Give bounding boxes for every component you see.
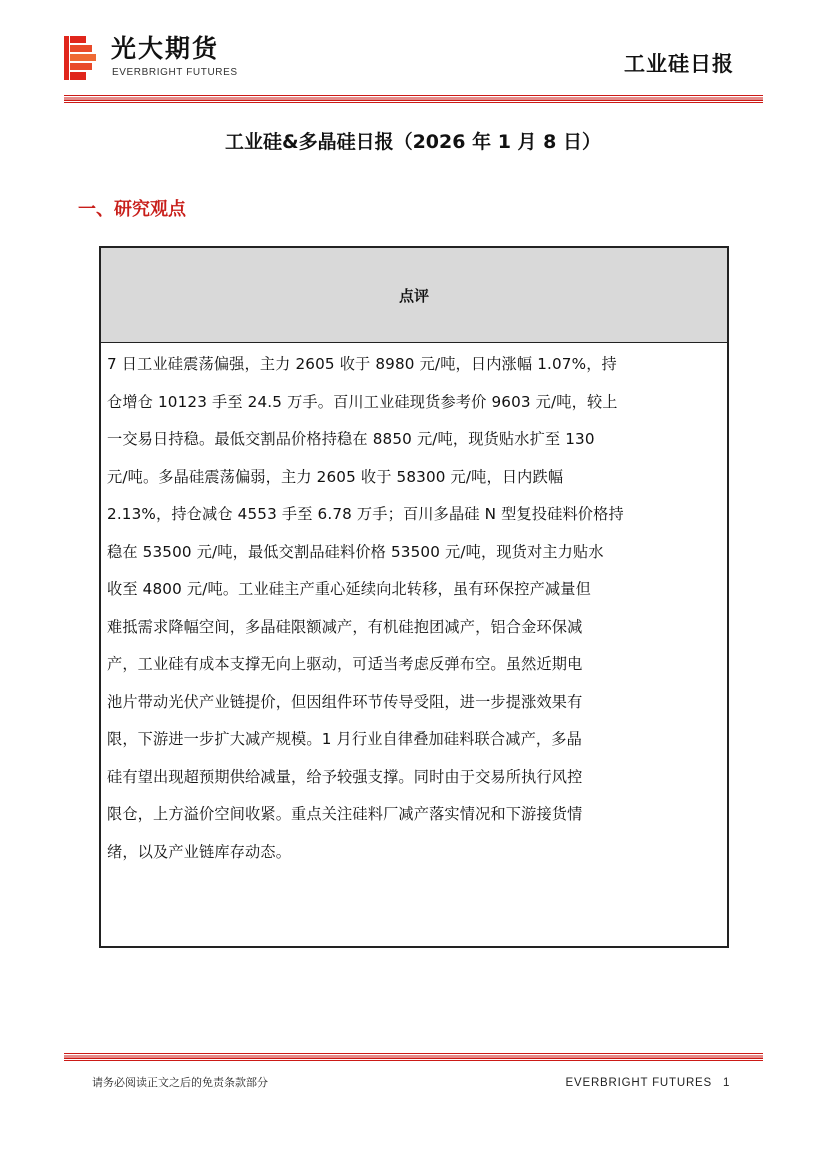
footer-divider (64, 1053, 763, 1062)
comment-line: 限，下游进一步扩大减产规模。1 月行业自律叠加硅料联合减产，多晶 (107, 730, 582, 748)
page-number: 1 (723, 1077, 730, 1089)
comment-table (99, 246, 729, 948)
comment-line: 池片带动光伏产业链提价，但因组件环节传导受阻，进一步提涨效果有 (107, 692, 583, 711)
comment-line: 难抵需求降幅空间，多晶硅限额减产，有机硅抱团减产，铝合金环保减 (107, 617, 583, 636)
header-divider (64, 95, 763, 104)
comment-line: 稳在 53500 元/吨，最低交割品硅料价格 53500 元/吨，现货对主力贴水 (107, 542, 604, 561)
comment-line: 2.13%，持仓减仓 4553 手至 6.78 万手；百川多晶硅 N 型复投硅料价格持 (107, 505, 624, 523)
comment-table-body (101, 346, 727, 871)
section-heading: 一、研究观点 (78, 199, 186, 220)
brand-name-cn: 光大期货 (111, 34, 220, 63)
report-name: 工业硅日报 (624, 52, 734, 76)
comment-line: 仓增仓 10123 手至 24.5 万手。百川工业硅现货参考价 9603 元/吨，较上 (107, 392, 618, 411)
document-title: 工业硅&多晶硅日报（2026 年 1 月 8 日） (225, 131, 601, 153)
everbright-logo-icon (64, 36, 98, 80)
comment-table-header: 点评 (101, 248, 727, 343)
comment-line: 硅有望出现超预期供给减量，给予较强支撑。同时由于交易所执行风控 (107, 767, 583, 786)
comment-line: 元/吨。多晶硅震荡偏弱，主力 2605 收于 58300 元/吨，日内跌幅 (107, 467, 564, 486)
comment-line: 产，工业硅有成本支撑无向上驱动，可适当考虑反弹布空。虽然近期电 (107, 655, 583, 673)
brand-name-en: EVERBRIGHT FUTURES (112, 67, 238, 78)
comment-line: 7 日工业硅震荡偏强，主力 2605 收于 8980 元/吨，日内涨幅 1.07%，持 (107, 355, 617, 373)
footer-brand: EVERBRIGHT FUTURES (565, 1077, 712, 1089)
footer-disclaimer: 请务必阅读正文之后的免责条款部分 (92, 1076, 268, 1089)
comment-line: 一交易日持稳。最低交割品价格持稳在 8850 元/吨，现货贴水扩至 130 (107, 430, 595, 448)
comment-line: 限仓，上方溢价空间收紧。重点关注硅料厂减产落实情况和下游接货情 (107, 805, 583, 823)
comment-line: 收至 4800 元/吨。工业硅主产重心延续向北转移，虽有环保控产减量但 (107, 580, 591, 598)
comment-line: 绪，以及产业链库存动态。 (107, 842, 292, 861)
